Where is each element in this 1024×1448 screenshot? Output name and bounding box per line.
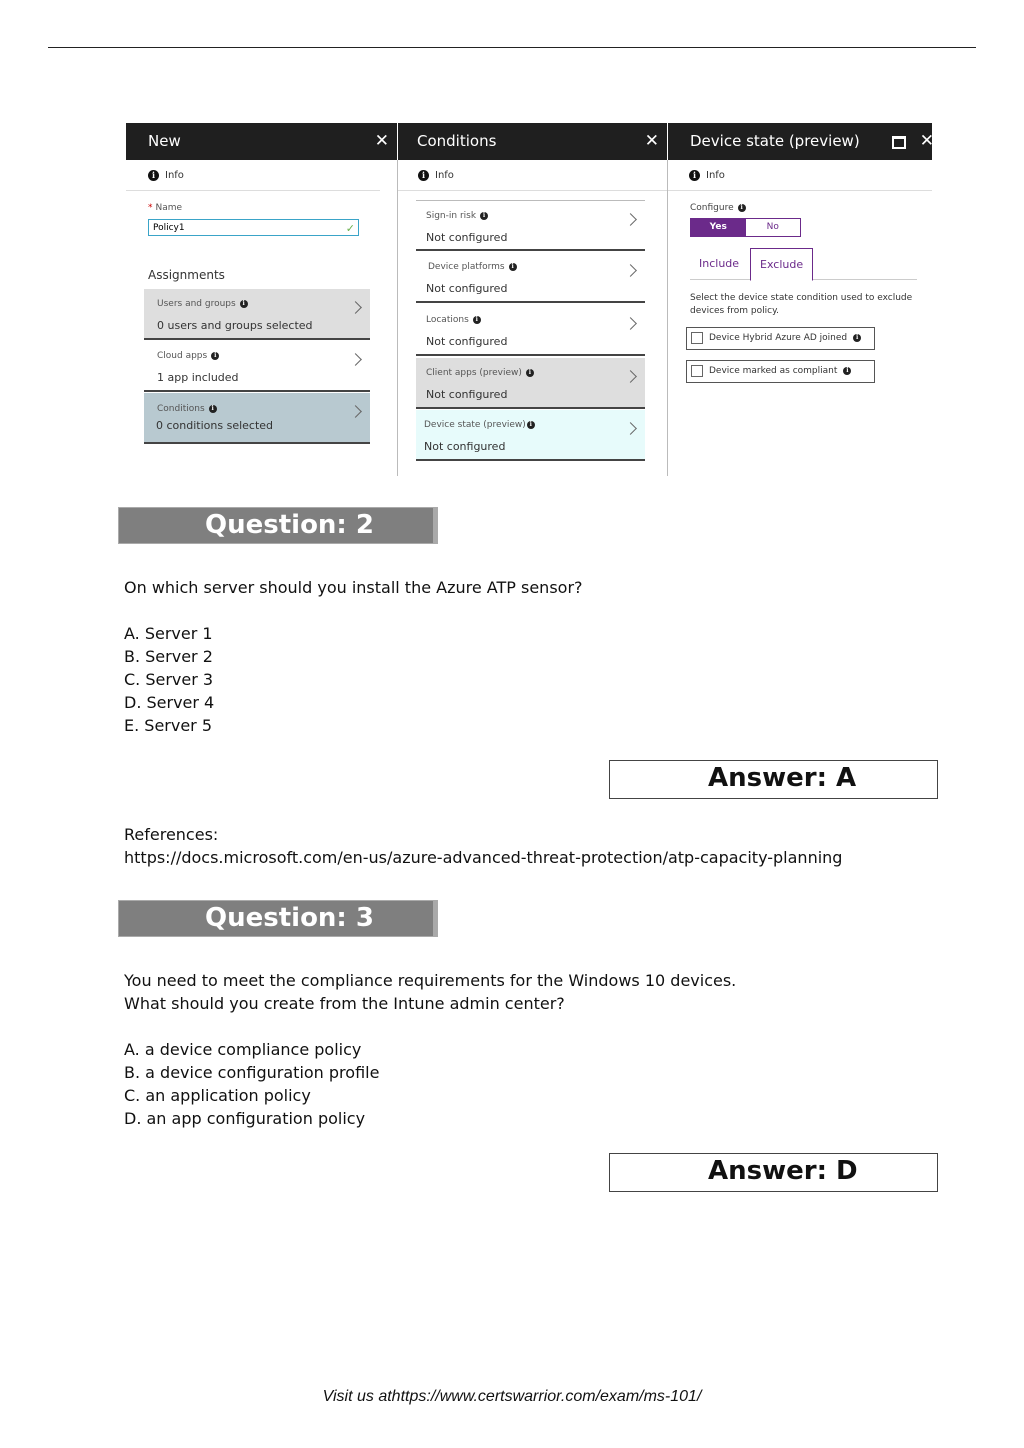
chevron-right-icon bbox=[624, 370, 637, 383]
info-icon: i bbox=[211, 352, 219, 360]
card-value: Not configured bbox=[424, 440, 506, 453]
option-list bbox=[124, 1038, 379, 1130]
card-cloud-apps[interactable] bbox=[144, 341, 370, 392]
question-3-title: Question: 3 bbox=[205, 903, 374, 933]
footer-link[interactable]: Visit us athttps://www.certswarrior.com/exam/ms-101/ bbox=[322, 1388, 702, 1405]
chevron-right-icon bbox=[349, 301, 362, 314]
device-state-blade-title: Device state (preview) bbox=[690, 132, 860, 150]
chevron-right-icon bbox=[624, 213, 637, 226]
new-blade-title: New bbox=[148, 132, 181, 150]
card-title: Locations i bbox=[426, 315, 481, 325]
yes-option[interactable]: Yes bbox=[691, 219, 746, 236]
exclude-description: Select the device state condition used to exclude devices from policy. bbox=[690, 293, 913, 316]
required-marker: * bbox=[148, 203, 153, 213]
question-2-title: Question: 2 bbox=[205, 510, 374, 540]
info-icon: i bbox=[738, 204, 746, 212]
conditions-blade-title: Conditions bbox=[417, 132, 497, 150]
card-value: Not configured bbox=[426, 335, 508, 348]
checkbox-label: Device Hybrid Azure AD joined bbox=[709, 333, 848, 343]
chevron-right-icon bbox=[349, 353, 362, 366]
info-icon: i bbox=[527, 421, 535, 429]
answer-text: Answer: A bbox=[708, 763, 857, 793]
card-device-platforms[interactable] bbox=[416, 252, 645, 303]
info-link[interactable] bbox=[398, 160, 667, 191]
card-sign-in-risk[interactable] bbox=[416, 200, 645, 251]
card-value: 0 users and groups selected bbox=[157, 319, 313, 332]
new-blade bbox=[126, 123, 397, 476]
tab-include[interactable]: Include bbox=[699, 257, 740, 270]
azure-portal-screenshot bbox=[126, 123, 932, 476]
chevron-right-icon bbox=[624, 317, 637, 330]
question-2-text: On which server should you install the Azure ATP sensor? bbox=[124, 578, 583, 597]
option: C. Server 3 bbox=[124, 670, 214, 689]
info-icon: i bbox=[526, 369, 534, 377]
configure-label: Configure i bbox=[690, 203, 746, 213]
card-value: Not configured bbox=[426, 282, 508, 295]
card-conditions[interactable] bbox=[144, 393, 370, 444]
card-title: Cloud apps i bbox=[157, 351, 219, 361]
name-input-value: Policy1 bbox=[153, 223, 185, 233]
option: A. a device compliance policy bbox=[124, 1040, 362, 1059]
card-device-state[interactable] bbox=[416, 410, 645, 461]
question-3-banner bbox=[118, 900, 438, 937]
assignments-heading: Assignments bbox=[148, 268, 225, 282]
chevron-right-icon bbox=[624, 422, 637, 435]
tab-exclude[interactable]: Exclude bbox=[750, 248, 813, 281]
answer-text: Answer: D bbox=[708, 1156, 858, 1186]
conditions-blade bbox=[398, 123, 667, 476]
card-title: Conditions i bbox=[157, 404, 217, 414]
close-icon[interactable]: ✕ bbox=[374, 131, 389, 151]
checkbox-marked-compliant[interactable] bbox=[686, 360, 875, 383]
info-icon: i bbox=[240, 300, 248, 308]
name-input[interactable] bbox=[148, 219, 359, 236]
info-icon: i bbox=[843, 367, 851, 375]
device-state-blade-header bbox=[668, 123, 932, 160]
card-title: Device platforms i bbox=[428, 262, 517, 272]
checkbox-hybrid-azure-ad-joined[interactable] bbox=[686, 327, 875, 350]
checkbox-icon bbox=[691, 365, 703, 377]
info-icon: i bbox=[473, 316, 481, 324]
close-icon[interactable]: ✕ bbox=[919, 131, 934, 151]
header-rule bbox=[48, 47, 976, 48]
info-icon: i bbox=[480, 212, 488, 220]
chevron-right-icon bbox=[349, 405, 362, 418]
card-title: Client apps (preview) i bbox=[426, 368, 534, 378]
checkbox-label: Device marked as compliant bbox=[709, 366, 838, 376]
question-text-line: You need to meet the compliance requirements for the Windows 10 devices. bbox=[124, 971, 737, 990]
answer-box bbox=[609, 760, 938, 799]
answer-box bbox=[609, 1153, 938, 1192]
option: D. Server 4 bbox=[124, 693, 215, 712]
close-icon[interactable]: ✕ bbox=[644, 131, 659, 151]
card-locations[interactable] bbox=[416, 305, 645, 356]
option: E. Server 5 bbox=[124, 716, 213, 735]
info-icon: i bbox=[689, 170, 700, 181]
no-option[interactable]: No bbox=[766, 222, 779, 232]
checkmark-icon: ✓ bbox=[345, 222, 355, 235]
card-client-apps[interactable] bbox=[416, 358, 645, 409]
maximize-icon[interactable] bbox=[892, 136, 906, 149]
info-label: Info bbox=[706, 169, 725, 181]
info-icon: i bbox=[853, 334, 861, 342]
include-exclude-tabs bbox=[690, 248, 917, 280]
info-icon: i bbox=[148, 170, 159, 181]
info-link[interactable] bbox=[668, 160, 932, 191]
card-title: Device state (preview) i bbox=[424, 420, 535, 430]
info-icon: i bbox=[509, 263, 517, 271]
info-icon: i bbox=[418, 170, 429, 181]
option: A. Server 1 bbox=[124, 624, 213, 643]
option: D. an app configuration policy bbox=[124, 1109, 366, 1128]
banner-edge bbox=[433, 508, 437, 543]
question-2-banner bbox=[118, 507, 438, 544]
card-value: Not configured bbox=[426, 231, 508, 244]
option-list bbox=[124, 622, 214, 737]
question-text-line: What should you create from the Intune admin center? bbox=[124, 994, 565, 1013]
configure-toggle[interactable] bbox=[690, 218, 801, 237]
option: C. an application policy bbox=[124, 1086, 311, 1105]
checkbox-icon bbox=[691, 332, 703, 344]
reference-link[interactable]: https://docs.microsoft.com/en-us/azure-advanced-threat-protection/atp-capacity-planning bbox=[124, 848, 843, 867]
info-icon: i bbox=[209, 405, 217, 413]
card-title: Sign-in risk i bbox=[426, 211, 488, 221]
card-users-and-groups[interactable] bbox=[144, 289, 370, 340]
chevron-right-icon bbox=[624, 264, 637, 277]
question-3-text bbox=[124, 969, 736, 1015]
card-value: 0 conditions selected bbox=[156, 419, 274, 432]
name-label bbox=[148, 203, 182, 213]
conditions-blade-header bbox=[398, 123, 667, 160]
option: B. a device configuration profile bbox=[124, 1063, 380, 1082]
option: B. Server 2 bbox=[124, 647, 213, 666]
card-value: 1 app included bbox=[157, 371, 239, 384]
info-label: Info bbox=[435, 169, 454, 181]
references bbox=[124, 823, 842, 869]
banner-edge bbox=[433, 901, 437, 936]
card-value: Not configured bbox=[426, 388, 508, 401]
card-title: Users and groups i bbox=[157, 299, 248, 309]
device-state-blade bbox=[668, 123, 932, 476]
info-label: Info bbox=[165, 169, 184, 181]
references-label: References: bbox=[124, 825, 219, 844]
name-label-text: Name bbox=[155, 203, 183, 213]
info-link[interactable] bbox=[126, 160, 380, 191]
new-blade-header bbox=[126, 123, 397, 160]
